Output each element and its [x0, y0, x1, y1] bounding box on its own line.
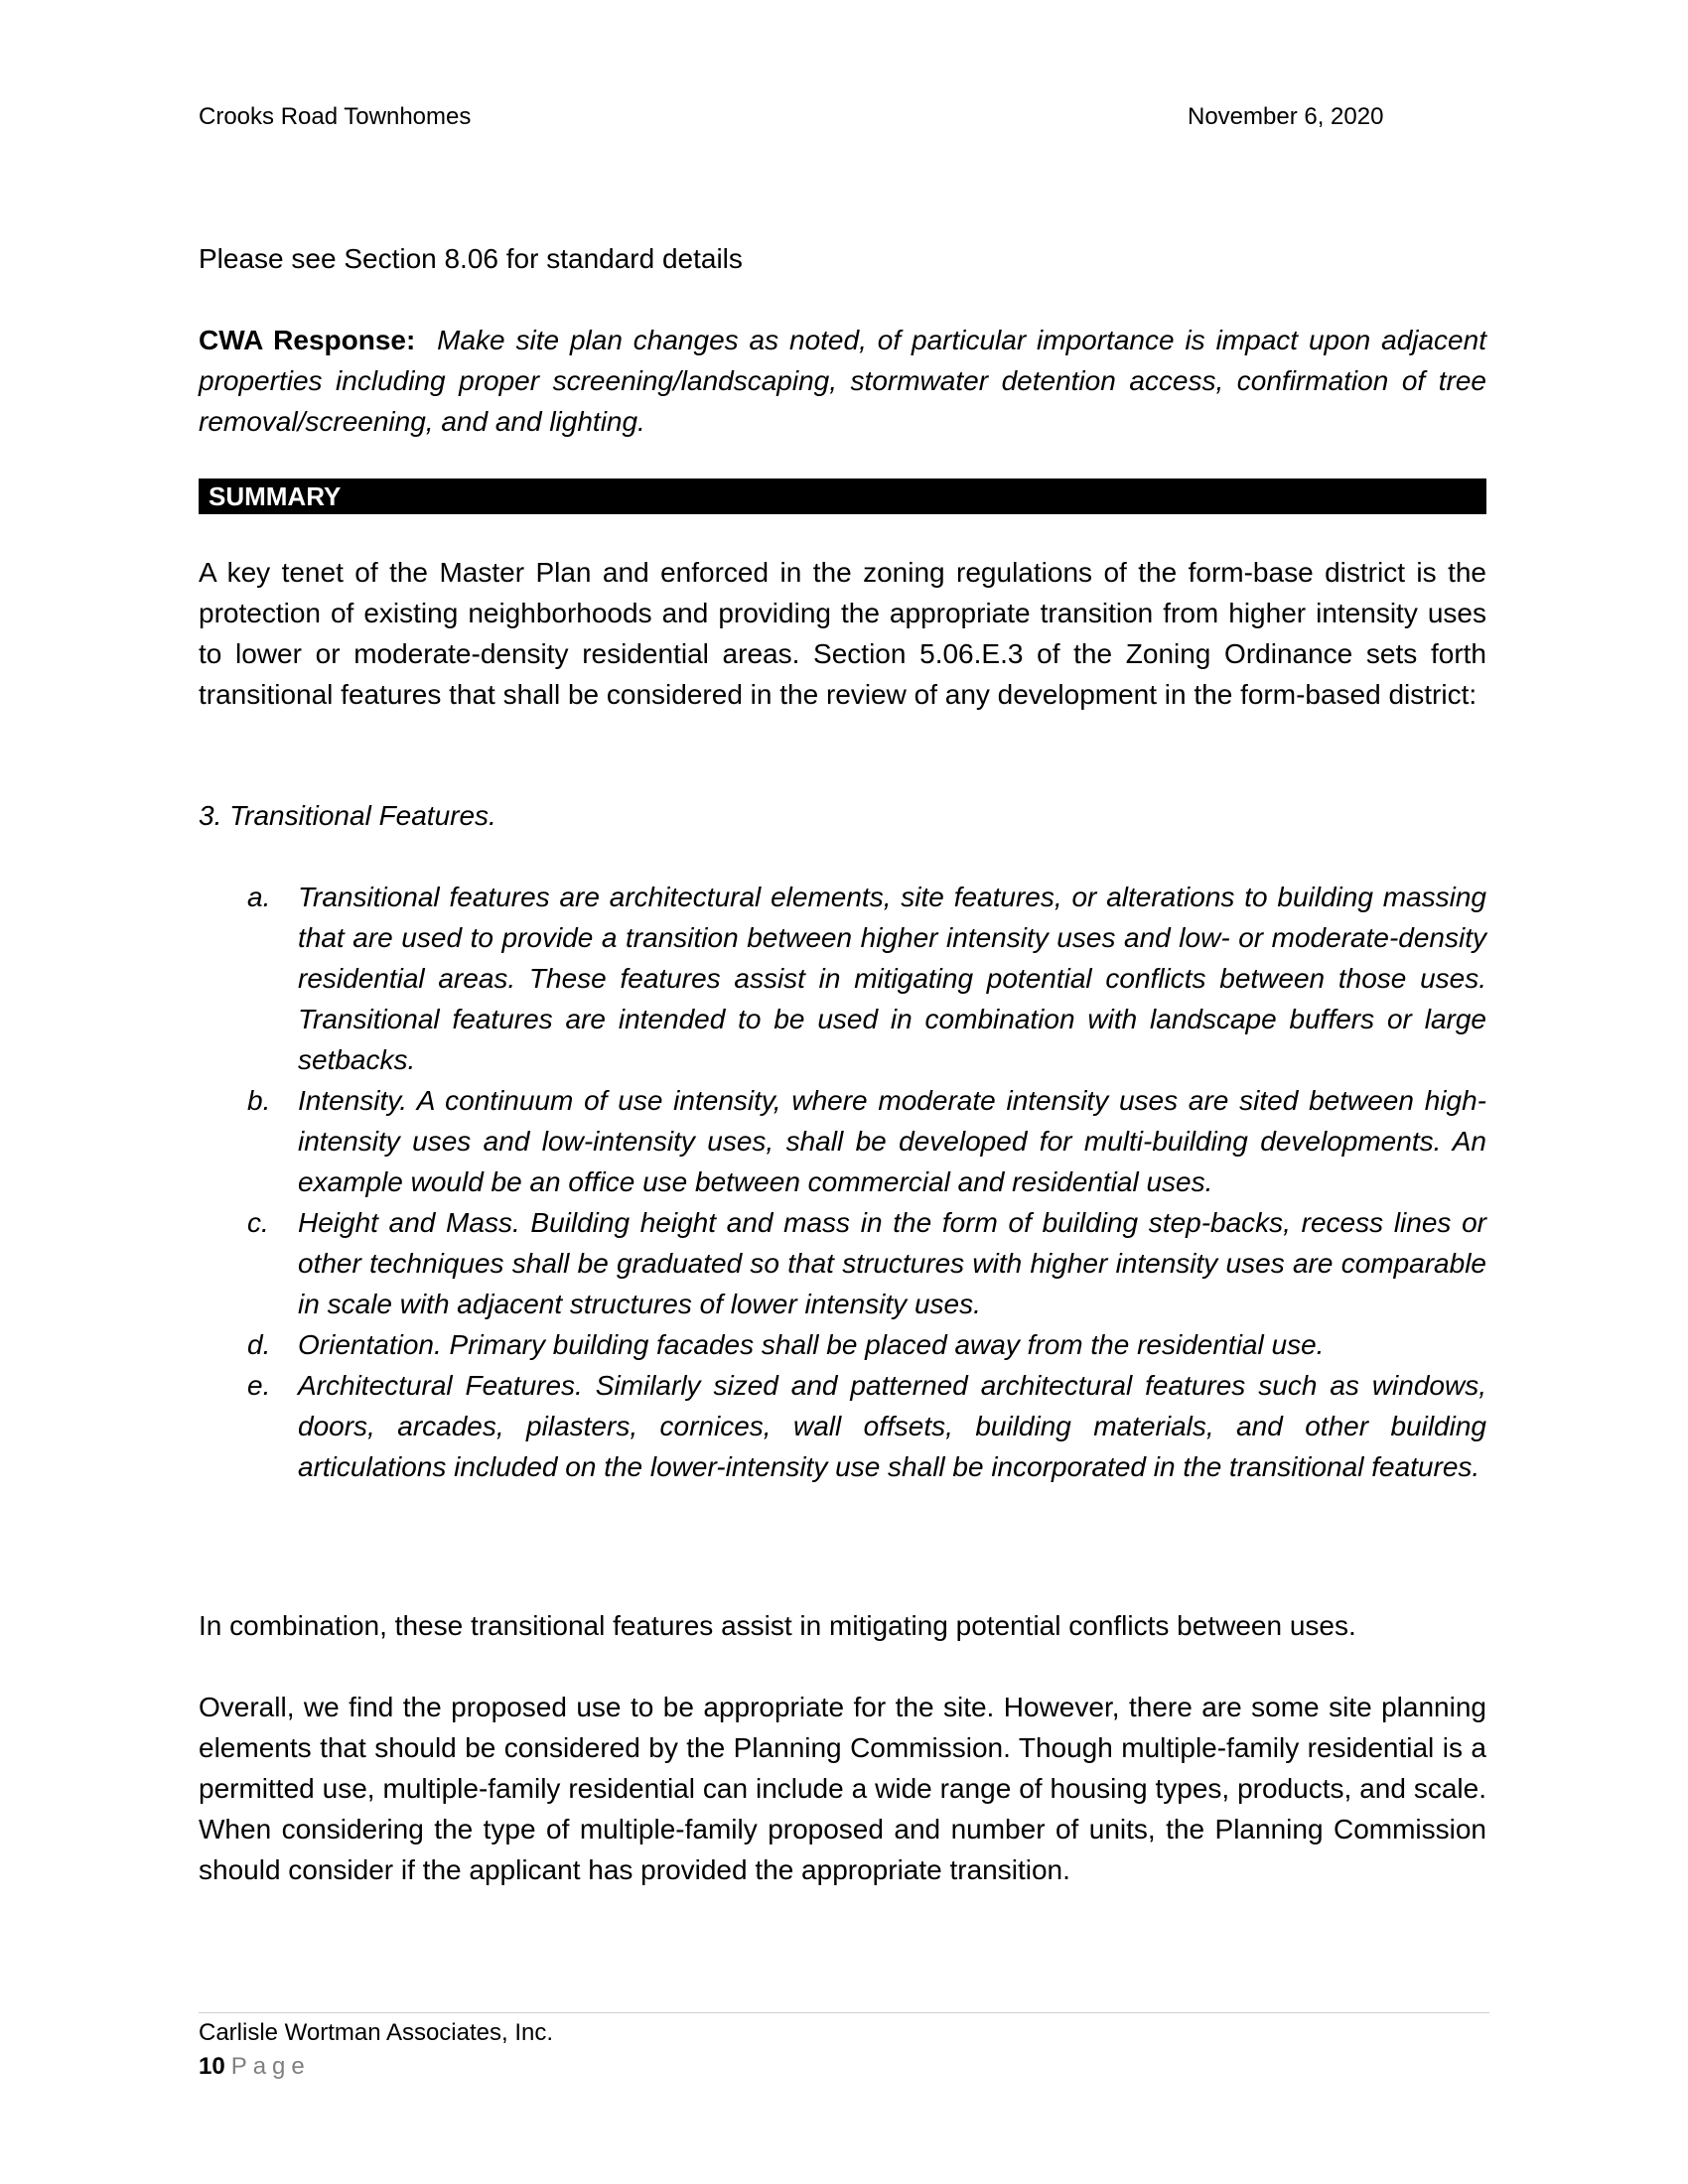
overall-paragraph: Overall, we find the proposed use to be appropriate for the site. However, there are some site planning elements that should be considered by the Planning Commission. Though multiple-family residential is a permitted use, multiple-family residential can include a wide range of housing types, products, and scale. When considering the type of multiple-family proposed and number of units, the Planning Commission should consider if the applicant has provided the appropriate transition. — [199, 1692, 1486, 1885]
list-item — [199, 1324, 1486, 1365]
list-item — [199, 877, 1486, 1080]
summary-heading-bar: SUMMARY — [199, 478, 1486, 514]
header-project-title: Crooks Road Townhomes — [199, 103, 472, 130]
list-item-text: Height and Mass. Building height and mass in the form of building step-backs, recess lines or other techniques shall be graduated so that structures with higher intensity uses are comparable in scale with adjacent structures of lower intensity uses. — [298, 1207, 1486, 1319]
header-date: November 6, 2020 — [1188, 103, 1384, 130]
summary-paragraph: A key tenet of the Master Plan and enforced in the zoning regulations of the form-base district is the protection of existing neighborhoods and providing the appropriate transition from higher intensity uses to lower or moderate-density residential areas. Section 5.06.E.3 of the Zoning Ordinance sets forth transitional features that shall be considered in the review of any development in the form-based district: — [199, 557, 1486, 710]
list-item-marker: b. — [247, 1085, 271, 1116]
list-item-text: Transitional features are architectural elements, site features, or alterations to building massing that are used to provide a transition between higher intensity uses and low- or moderate-density residential areas. These features assist in mitigating potential conflicts between those uses. Transitional features are intended to be used in combination with landscape buffers or large setbacks. — [298, 882, 1486, 1075]
list-item — [199, 1202, 1486, 1324]
list-item — [199, 1365, 1486, 1487]
footer-page-indicator — [199, 2053, 311, 2081]
standard-details-reference: Please see Section 8.06 for standard details — [199, 243, 743, 274]
transitional-features-heading: 3. Transitional Features. — [199, 800, 496, 831]
list-item — [199, 1080, 1486, 1202]
cwa-response-text: Make site plan changes as noted, of particular importance is impact upon adjacent properties including proper screening/landscaping, stormwater detention access, confirmation of tree removal/screening, and and lighting. — [199, 325, 1486, 437]
cwa-response-paragraph — [199, 320, 1486, 442]
list-item-text: Orientation. Primary building facades shall be placed away from the residential use. — [298, 1329, 1325, 1360]
footer-divider — [199, 2012, 1489, 2013]
cwa-response-label: CWA Response: — [199, 325, 416, 355]
page-word: Page — [230, 2053, 311, 2080]
transitional-features-list — [199, 877, 1486, 1487]
list-item-marker: d. — [247, 1329, 271, 1360]
list-item-text: Intensity. A continuum of use intensity, where moderate intensity uses are sited between high-intensity uses and low-intensity uses, shall be developed for multi-building developments. An example would be an office use between commercial and residential uses. — [298, 1085, 1486, 1197]
combination-paragraph: In combination, these transitional features assist in mitigating potential conflicts between uses. — [199, 1610, 1356, 1641]
list-item-marker: a. — [247, 882, 271, 912]
list-item-text: Architectural Features. Similarly sized and patterned architectural features such as windows, doors, arcades, pilasters, cornices, wall offsets, building materials, and other building articulations included on the lower-intensity use shall be incorporated in the transitional features. — [298, 1370, 1486, 1482]
page-number: 10 — [199, 2053, 225, 2080]
list-item-marker: e. — [247, 1370, 271, 1401]
footer-company-name: Carlisle Wortman Associates, Inc. — [199, 2019, 554, 2046]
list-item-marker: c. — [247, 1207, 269, 1238]
